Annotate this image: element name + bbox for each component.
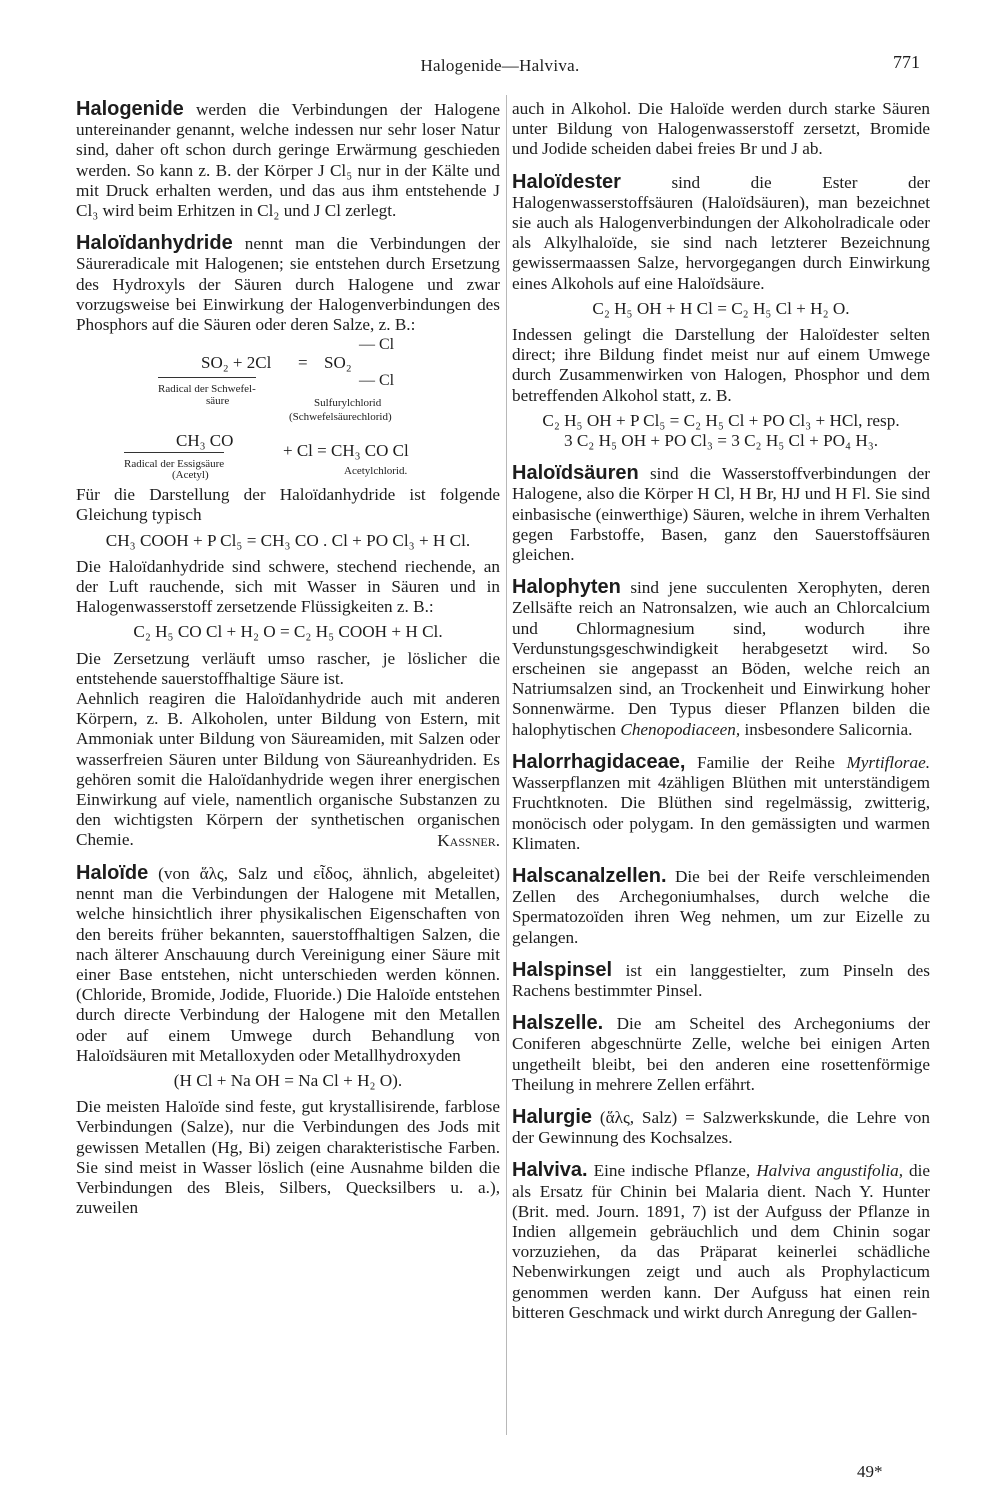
entry-italic: Halviva angustifolia,	[756, 1161, 904, 1181]
entry-text: sind jene succulenten Xerophyten, deren Zellsäfte reich an Natronsalzen, wie auch an Chlorcalcium und Chlormagnesium sind, wodurch ihre Verdunstungsgeschwindigkeit herabgesetzt wird. So erscheinen sie angepasst an Böden, welche reich an Natriumsalzen sind, an Trockenheit und Einwirkung hoher Sonnenwärme. Den Typus dieser Pflanzen bilden die halophytischen	[512, 578, 930, 739]
entry-text-2: Wasserpflanzen mit 4zähligen Blüthen mit unterständigem Fruchtknoten. Die Blüthen sind regelmässig, zwitterig, monöcisch oder polygam. In den gemässigten und warmen Klimaten.	[512, 773, 930, 853]
entry-halspinsel	[512, 960, 930, 1001]
equation-lhs: SO₂ + 2Cl	[201, 353, 272, 373]
ester-text-2: Indessen gelingt die Darstellung der Haloïdester selten direct; ihre Bildung findet meist nur auf einem Umwege durch Zusammenwirken von Halogen, Phosphor und dem betreffenden Alkohol statt, z. B.	[512, 325, 930, 405]
entry-text: werden die Verbindungen der Halogene untereinander genannt, welche indessen nur sehr loser Natur sind, daher oft schon durch geringe Erwärmung geschieden werden. So kann z. B. der Körper J Cl₅ nur in der Kälte und mit Druck erhalten werden, und das aus ihm entstehende J Cl₃ wird beim Erhitzen in Cl₂ und J Cl zerlegt.	[76, 100, 500, 221]
formula-haloide: (H Cl + Na OH = Na Cl + H₂ O).	[173, 1070, 403, 1090]
entry-text: (ἅλς, Salz) = Salzwerkskunde, die Lehre von der Gewinnung des Kochsalzes.	[512, 1107, 930, 1148]
entry-haloidester	[512, 172, 930, 294]
entry-term: Halurgie	[512, 1105, 593, 1128]
entry-text: (von ἅλς, Salz und εἶδος, ähnlich, abgeleitet) nennt man die Verbindungen der Halogene mit Metallen, welche hinsichtlich ihrer physikalischen Eigenschaften von den bereits früher bekannten, sauerstoffhaltigen Salzen, die nach älterer Anschauung durch Vereinigung einer Säure mit einer Base entstehen, nicht unterschieden werden können. (Chloride, Bromide, Jodide, Fluoride.) Die Haloïde entstehen durch directe Verbindung der Halogene mit den Metallen oder auf einem Umwege durch Behandlung von Haloïdsäuren mit Metalloxyden oder Metallhydroxyden	[76, 863, 500, 1065]
entry-halscanalzellen	[512, 866, 930, 948]
entry-halszelle	[512, 1013, 930, 1095]
entry-term: Halszelle.	[512, 1012, 604, 1035]
product2-label: Acetylchlorid.	[344, 465, 408, 478]
column-divider	[506, 95, 507, 1435]
entry-term: Haloïdanhydride	[76, 232, 233, 255]
entry-haloidsaeuren	[512, 463, 930, 565]
entry-term: Halophyten	[512, 576, 621, 599]
entry-term: Haloïdsäuren	[512, 462, 639, 485]
entry-halviva	[512, 1160, 930, 1323]
formula-typical: CH₃ COOH + P Cl₅ = CH₃ CO . Cl + PO Cl₃ + H Cl.	[105, 530, 471, 550]
product-label-2: (Schwefelsäurechlorid)	[289, 411, 392, 424]
entry-text: nennt man die Verbindungen der Säureradicale mit Halogenen; sie entstehen durch Ersetzung des Hydroxyls der Säuren durch Halogene und zwar vorzugsweise bei Einwirkung der Halogenverbindungen des Phosphors auf die Säuren oder deren Salze, z. B.:	[76, 234, 500, 335]
equation-cl-bottom: — Cl	[359, 372, 395, 390]
decomposition-text: Die Zersetzung verläuft umso rascher, je löslicher die entstehende sauerstoffhaltige Säure ist.	[76, 648, 500, 688]
left-column	[76, 99, 500, 1218]
signature-mark: 49*	[857, 1462, 883, 1481]
continuation-text: auch in Alkohol. Die Haloïde werden durch starke Säuren unter Bildung von Halogenwasserstoff zersetzt, Bromide und Jodide scheiden dabei freies Br und J ab.	[512, 99, 930, 159]
entry-text: sind die Ester der Halogenwasserstoffsäuren (Haloïdsäuren), man bezeichnet sie auch als Halogenverbindungen der Alkoholradicale oder als Alkylhaloïde, sie sind nach letzterer Bezeichnung gewissermaassen Salze, hervorgegangen durch Einwirkung eines Alkohols auf eine Haloïdsäure.	[512, 172, 930, 293]
entry-haloide-continued: Die meisten Haloïde sind feste, gut krystallisirende, farblose Verbindungen (Salze), nur die Verbindungen des Jods mit gewissen Metallen (Hg, Bi) zeigen charakteristische Farben. Sie sind meist in Wasser löslich (eine Ausnahme bilden die Verbindungen des Bleis, Silbers, Quecksilbers u. a.), zuweilen	[76, 1097, 500, 1218]
entry-haloidanhydride	[76, 233, 500, 335]
entry-term: Halogenide	[76, 98, 184, 120]
page-number: 771	[893, 52, 920, 72]
product-label: Sulfurylchlorid	[314, 397, 382, 410]
reactions-text: Aehnlich reagiren die Haloïdanhydride auch mit anderen Körpern, z. B. Alkoholen, unter Bildung von Estern, mit Ammoniak unter Bildung von Säureamiden, mit Salzen oder wasserfreien Säuren unter Bildung von Säureanhydriden. Es gehören somit die Haloïdanhydride wegen ihrer energischen Einwirkung auf viele, namentlich organische Substanzen zu den wichtigsten Körpern der synthetischen organischen Chemie.	[76, 689, 500, 850]
entry-halorrhagidaceae	[512, 752, 930, 854]
chemical-equation-block	[76, 335, 500, 482]
radical2-label-2: (Acetyl)	[172, 469, 209, 482]
radical-label: Radical der Schwefel-	[158, 377, 256, 399]
entry-term: Haloïdester	[512, 170, 621, 193]
entry-term: Halviva.	[512, 1159, 588, 1182]
entry-text: ist ein langgestielter, zum Pinseln des Rachens bestimmter Pinsel.	[512, 960, 930, 1000]
running-title: Halogenide—Halviva.	[420, 56, 580, 75]
entry-halophyten	[512, 577, 930, 740]
entry-term: Haloïde	[76, 861, 149, 884]
entry-italic: Chenopodiaceen,	[620, 719, 741, 739]
formula-ester-2: C₂ H₅ OH + P Cl₅ = C₂ H₅ Cl + PO Cl₃ + HCl, resp.	[542, 410, 900, 430]
formula-water: C₂ H₅ CO Cl + H₂ O = C₂ H₅ COOH + H Cl.	[133, 622, 443, 642]
entry-term: Halscanalzellen.	[512, 864, 667, 887]
entry-text: Eine indische Pflanze,	[587, 1161, 757, 1181]
equation-equals: =	[298, 353, 308, 373]
entry-text: Die bei der Reife verschleimenden Zellen des Archegoniumhalses, durch welche die Spermatozoïden ihren Weg nehmen, um zur Eizelle zu gelangen.	[512, 866, 930, 947]
entry-text: Die am Scheitel des Archegoniums der Coniferen abgeschnürte Zelle, welche bei einigen Arten ungetheilt bleibt, bei den anderen eine rosettenförmige Theilung in mehrere Zellen erfährt.	[512, 1014, 930, 1094]
entry-text-end: insbesondere Salicornia.	[740, 719, 913, 739]
entry-term: Halorrhagidaceae,	[512, 750, 686, 773]
typical-intro: Für die Darstellung der Haloïdanhydride ist folgende Gleichung typisch	[76, 485, 500, 525]
entry-text-2: die als Ersatz für Chinin bei Malaria dient. Nach Y. Hunter (Brit. med. Journ. 1891, 7) ist der Aufguss der Pflanze in Indien allgemein gebräuchlich und dem Chinin sogar vorzuziehen, da das Präparat keinerlei schädliche Nebenwirkungen zeigt und auch als Prophylacticum genommen werden kann. Der Aufguss hat einen rein bitteren Geschmack und wirkt durch Anregung der Gallen-	[512, 1161, 931, 1322]
entry-haloide	[76, 863, 500, 1066]
equation-rhs: SO₂	[324, 353, 352, 373]
entry-italic: Myrtiflorae.	[846, 752, 930, 772]
right-column	[512, 99, 930, 1323]
entry-halogenide	[76, 99, 500, 221]
entry-term: Halspinsel	[512, 958, 613, 981]
equation-cl-top: — Cl	[359, 336, 395, 354]
entry-text: Familie der Reihe	[685, 752, 847, 772]
entry-halurgie	[512, 1107, 930, 1148]
author-signature: Kassner.	[437, 830, 500, 850]
formula-ester-1: C₂ H₅ OH + H Cl = C₂ H₅ Cl + H₂ O.	[592, 298, 850, 318]
properties-text: Die Haloïdanhydride sind schwere, stechend riechende, an der Luft rauchende, sich mit Wasser in Säuren und in Halogenwasserstoff zersetzende Flüssigkeiten z. B.:	[76, 556, 500, 617]
equation2-rhs: + Cl = CH₃ CO Cl	[283, 441, 409, 461]
formula-ester-3: 3 C₂ H₅ OH + PO Cl₃ = 3 C₂ H₅ Cl + PO₄ H₃.	[563, 431, 879, 451]
equation2-lhs: CH₃ CO	[176, 431, 234, 451]
radical-label-2: säure	[206, 395, 230, 408]
entry-text: sind die Wasserstoffverbindungen der Halogene, also die Körper H Cl, H Br, HJ und H Fl. Sie sind einbasische (einwerthige) Säuren, welche in ihrem Verhalten gegen Farbstoffe, Basen, ganz den Sauerstoffsäuren gleichen.	[512, 464, 930, 565]
radical2-label: Radical der Essigsäure	[124, 452, 224, 474]
